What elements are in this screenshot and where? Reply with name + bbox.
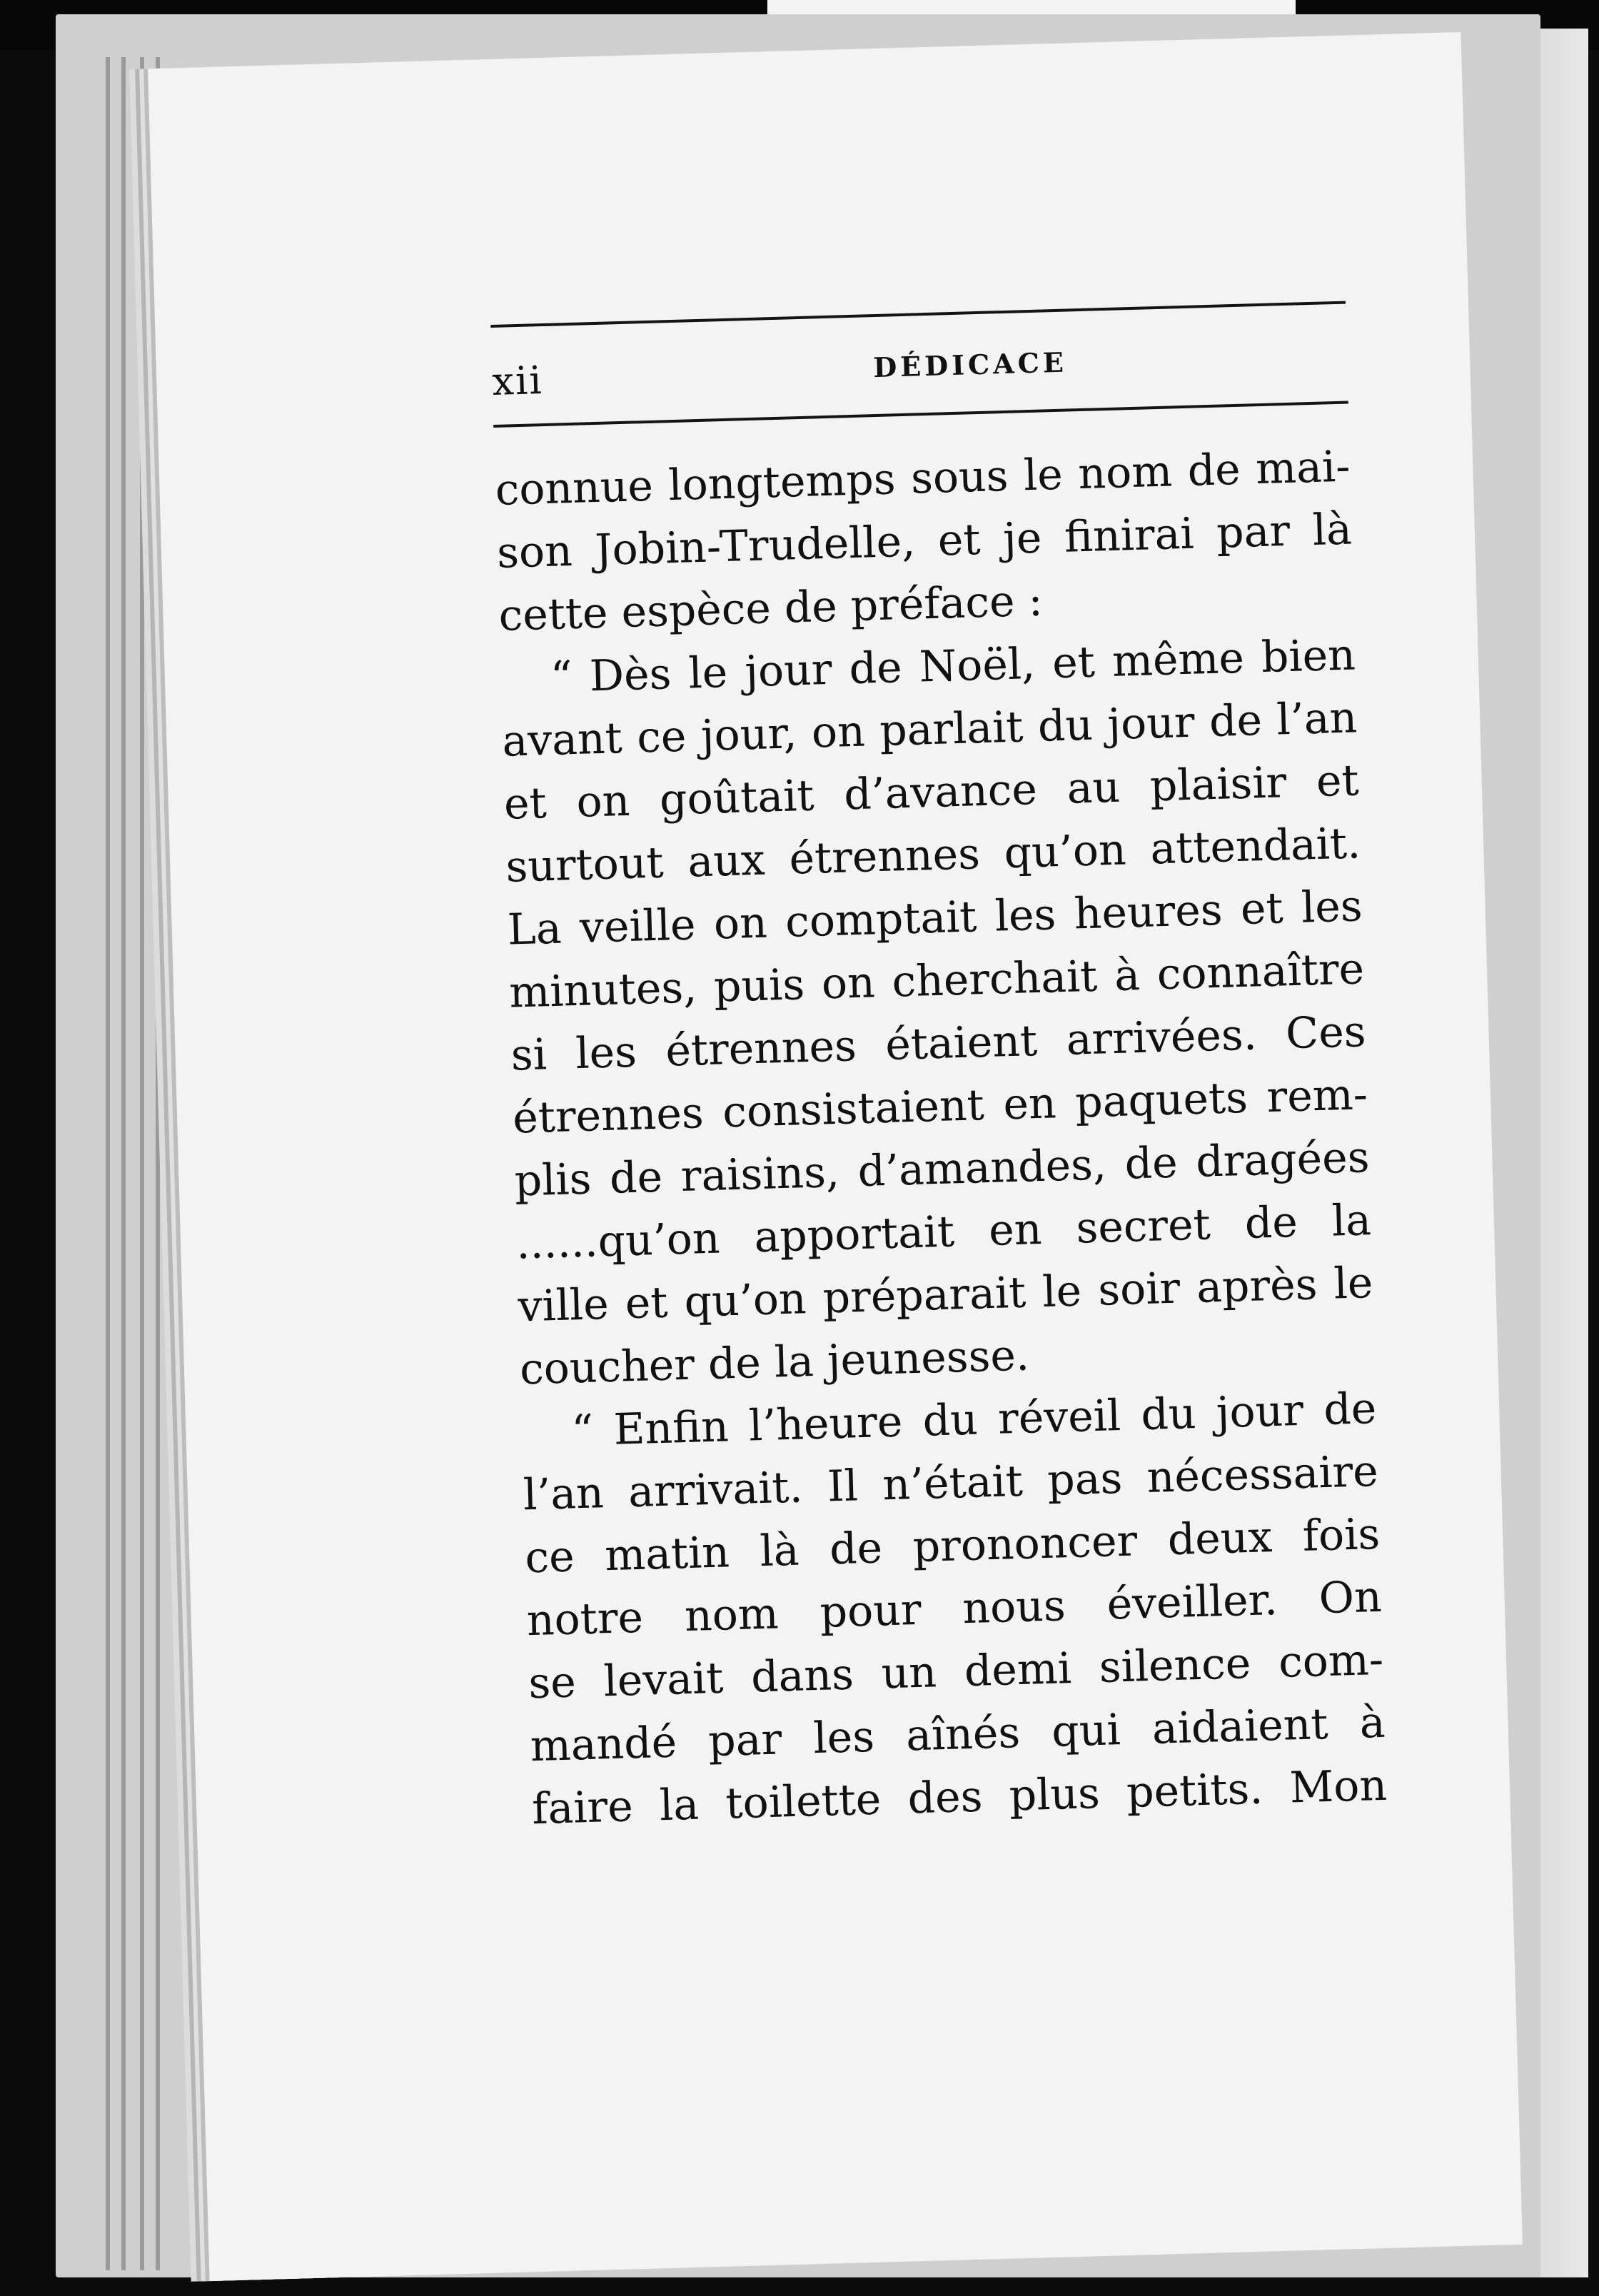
header-rule-top — [490, 301, 1346, 328]
page-leaf-edge — [106, 57, 110, 2270]
running-title: DÉDICACE — [872, 346, 1068, 384]
text-line: avant ce jour, on parlait du jour de l’an — [501, 693, 1358, 767]
text-line: connue longtemps sous le nom de mai- — [494, 441, 1351, 515]
text-line: étrennes consistaient en paquets rem- — [512, 1069, 1368, 1144]
text-line: faire la toilette des plus petits. Mon — [531, 1760, 1388, 1835]
text-line: “ Dès le jour de Noël, et même bien — [550, 630, 1356, 703]
text-line: son Jobin-Trudelle, et je finirai par là — [496, 504, 1353, 578]
text-line: La veille on comptait les heures et les — [506, 881, 1363, 955]
header-rule-bottom — [493, 401, 1348, 428]
text-line: si les étrennes étaient arrivées. Ces — [510, 1007, 1367, 1081]
page-number: xii — [491, 358, 544, 404]
text-line: surtout aux étrennes qu’on attendait. — [505, 818, 1362, 892]
text-line: plis de raisins, d’amandes, de dragées — [513, 1132, 1371, 1207]
text-line: ce matin là de prononcer deux fois — [524, 1509, 1381, 1583]
text-line: coucher de la jeunesse. — [519, 1330, 1030, 1395]
text-line: “ Enfin l’heure du réveil du jour de — [570, 1383, 1378, 1456]
book-page — [148, 32, 1523, 2281]
text-line: notre nom pour nous éveiller. On — [526, 1571, 1383, 1646]
text-line: l’an arrivait. Il n’était pas nécessaire — [523, 1446, 1379, 1521]
text-line: mandé par les aînés qui aidaient à — [529, 1697, 1386, 1772]
page-leaf-edge — [140, 57, 144, 2270]
text-line: ......qu’on apportait en secret de la — [515, 1195, 1372, 1269]
text-line: cette espèce de préface : — [498, 575, 1044, 641]
text-line: et on goûtait d’avance au plaisir et — [503, 755, 1360, 830]
page-body — [495, 435, 1388, 1841]
page-leaf-edge — [121, 57, 126, 2270]
text-line: ville et qu’on préparait le soir après le — [517, 1258, 1374, 1332]
text-line: minutes, puis on cherchait à connaître — [508, 944, 1365, 1018]
text-line: se levait dans un demi silence com- — [528, 1634, 1384, 1709]
